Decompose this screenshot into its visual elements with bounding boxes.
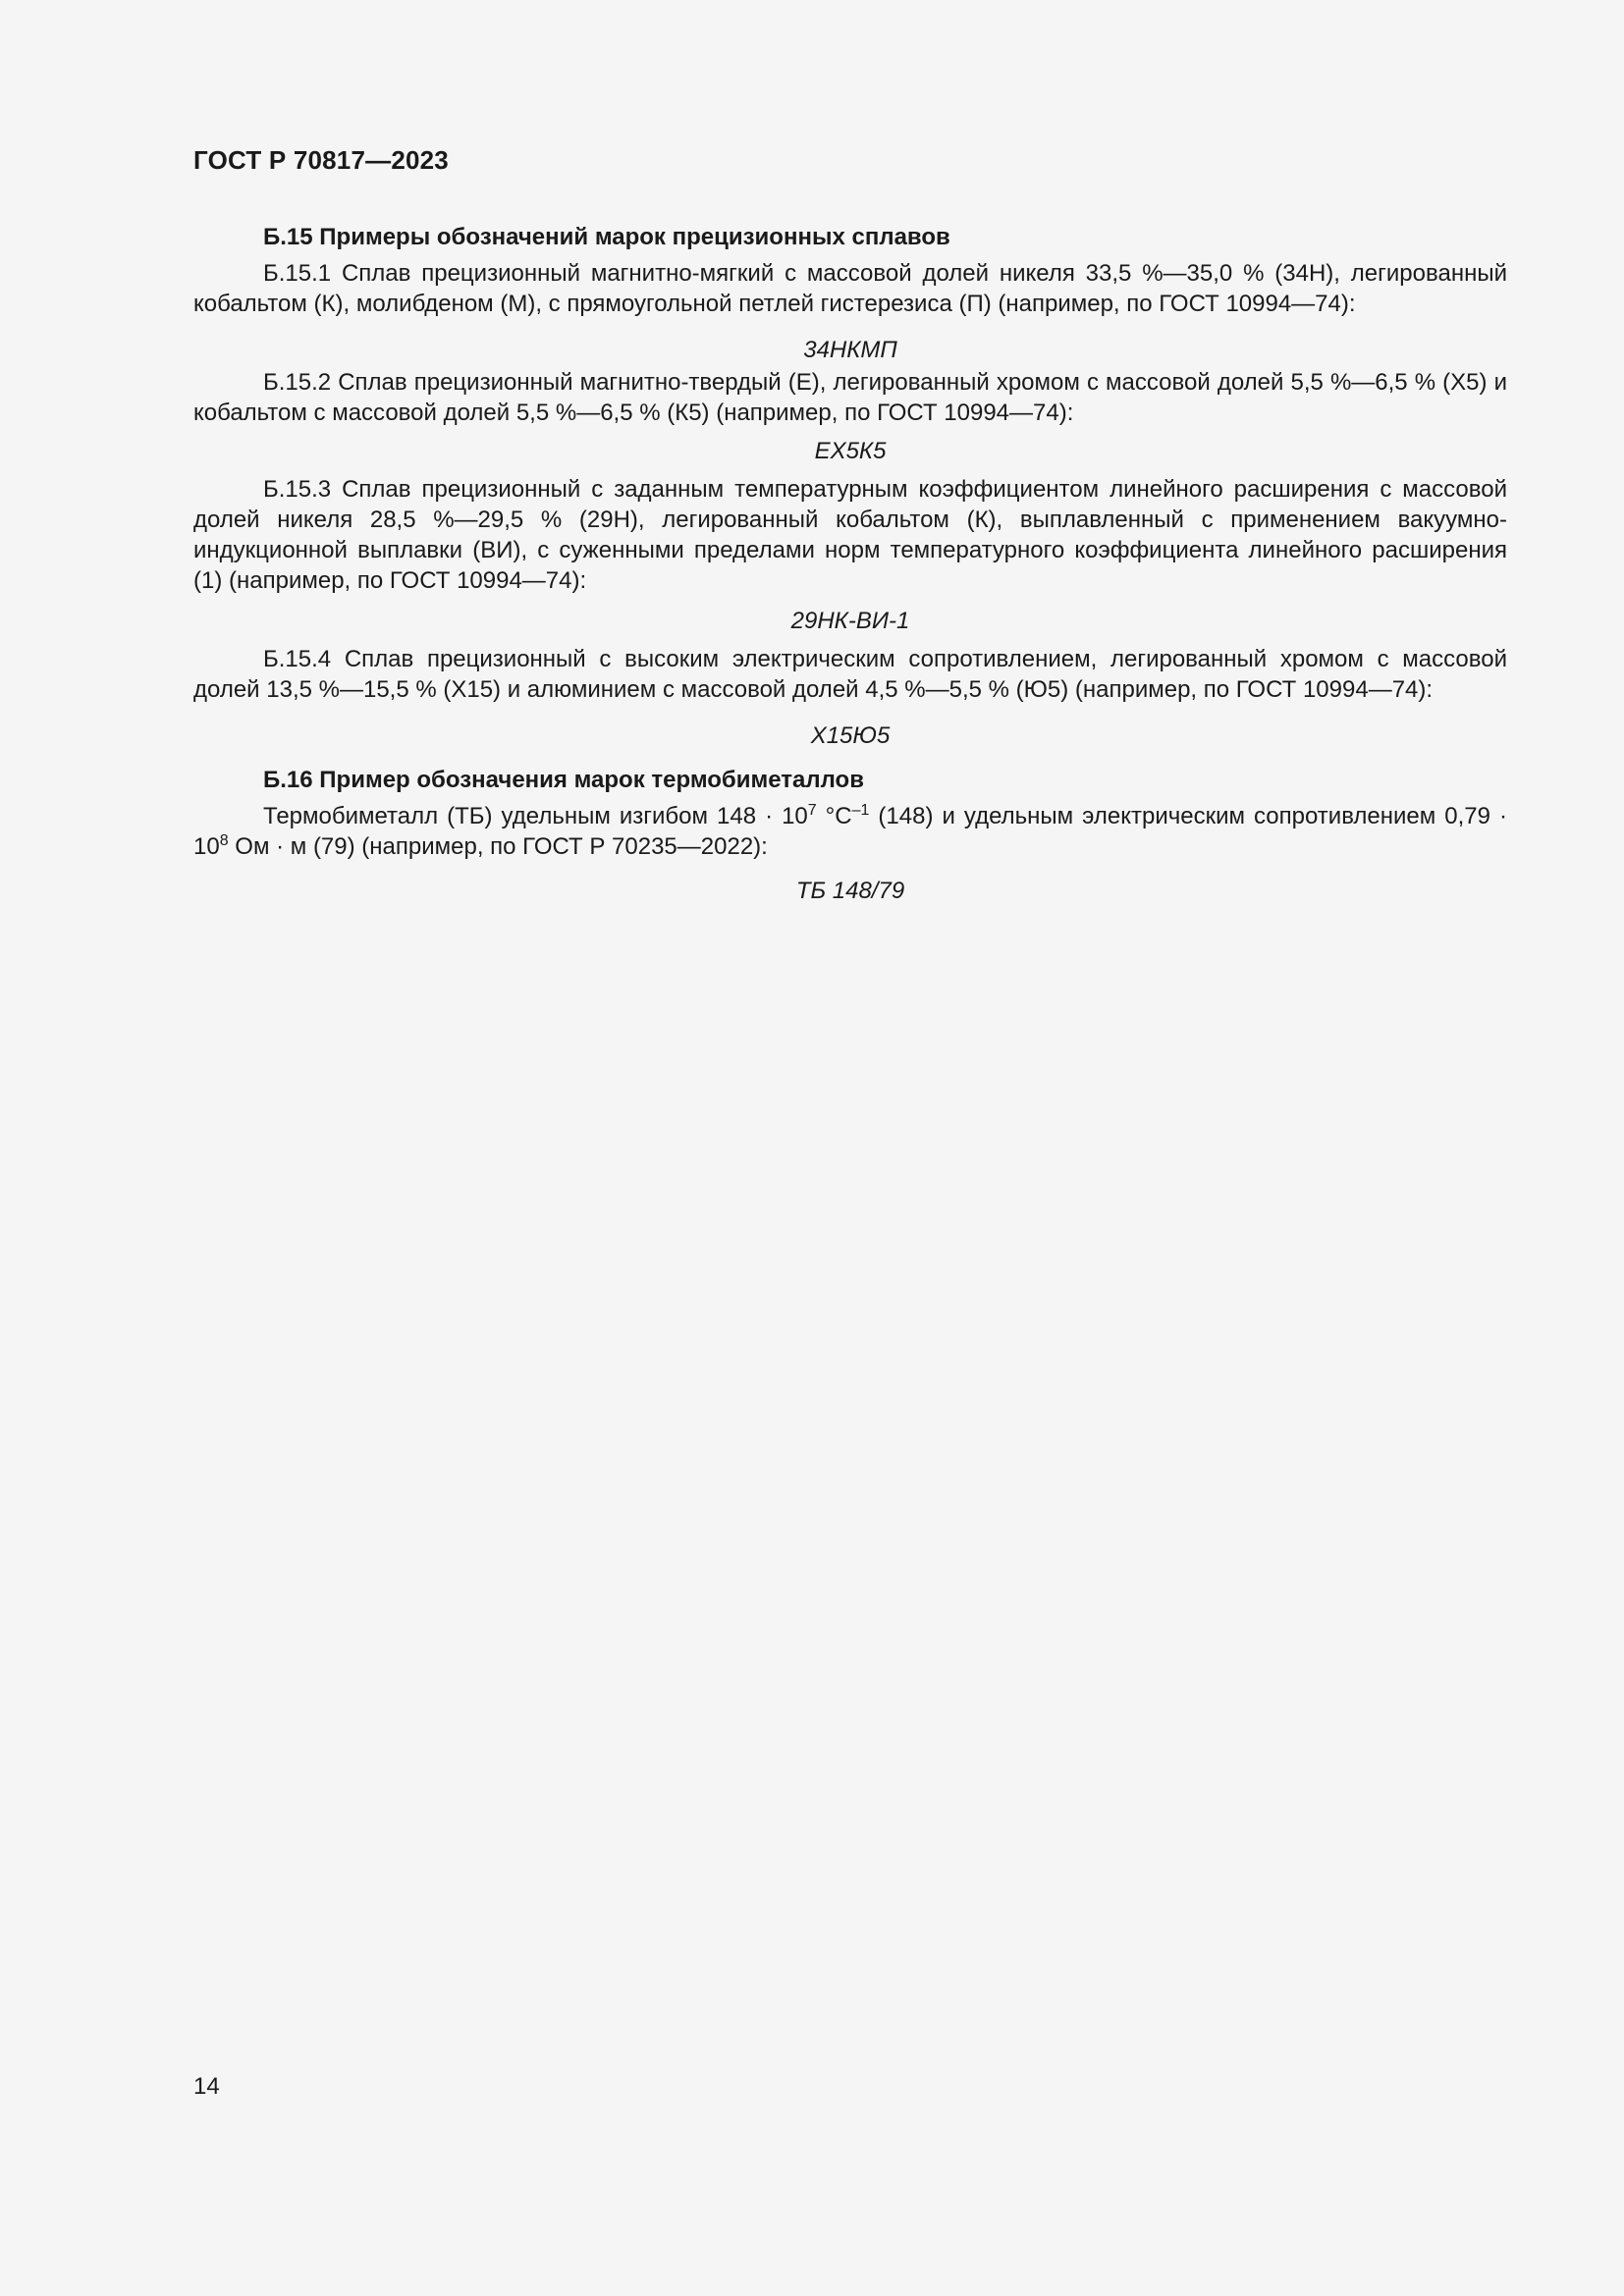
superscript-exponent-1: 7 — [807, 802, 817, 819]
paragraph-b16 — [193, 801, 1507, 862]
example-designation-b15-2: ЕХ5К5 — [814, 438, 887, 464]
section-title-b15: Б.15 Примеры обозначений марок прецизионных сплавов — [263, 224, 950, 250]
example-designation-b16: ТБ 148/79 — [795, 878, 905, 904]
example-designation-b15-4: Х15Ю5 — [810, 722, 891, 749]
paragraph-b16-part3: (148) и удельным электрическим сопротивлением 0,79 · 10 — [193, 803, 1507, 860]
paragraph-b16-part2: °С — [816, 803, 852, 829]
document-body — [193, 222, 1507, 906]
section-title-b16: Б.16 Пример обозначения марок термобиметаллов — [263, 767, 864, 793]
paragraph-b15-4: Б.15.4 Сплав прецизионный с высоким электрическим сопротивлением, легированный хромом с массовой долей 13,5 %—15,5 % (Х15) и алюминием с массовой долей 4,5 %—5,5 % (Ю5) (например, по ГОСТ 10994—74): — [193, 646, 1507, 703]
page-number: 14 — [193, 2073, 220, 2100]
superscript-exponent-3: 8 — [219, 832, 229, 849]
paragraph-b15-3: Б.15.3 Сплав прецизионный с заданным температурным коэффициентом линейного расширения с массовой долей никеля 28,5 %—29,5 % (29Н), легированный кобальтом (К), выплавленный с применением вакуумно-индукционной выплавки (ВИ), с суженными пределами норм температурного коэффициента линейного расширения (1) (например, по ГОСТ 10994—74): — [193, 476, 1507, 594]
paragraph-b15-1: Б.15.1 Сплав прецизионный магнитно-мягкий с массовой долей никеля 33,5 %—35,0 % (34Н), легированный кобальтом (К), молибденом (М), с прямоугольной петлей гистерезиса (П) (например, по ГОСТ 10994—74): — [193, 260, 1507, 317]
paragraph-b15-2: Б.15.2 Сплав прецизионный магнитно-твердый (Е), легированный хромом с массовой долей 5,5 %—6,5 % (Х5) и кобальтом с массовой долей 5,5 %—6,5 % (К5) (например, по ГОСТ 10994—74): — [193, 369, 1507, 426]
document-code-header: ГОСТ Р 70817—2023 — [193, 145, 449, 175]
superscript-exponent-2: –1 — [851, 802, 870, 819]
paragraph-b16-part4: Ом · м (79) (например, по ГОСТ Р 70235—2022): — [228, 833, 768, 860]
example-designation-b15-1: 34НКМП — [803, 337, 897, 363]
paragraph-b16-part1: Термобиметалл (ТБ) удельным изгибом 148 · 10 — [263, 803, 808, 829]
example-designation-b15-3: 29НК-ВИ-1 — [790, 608, 910, 634]
